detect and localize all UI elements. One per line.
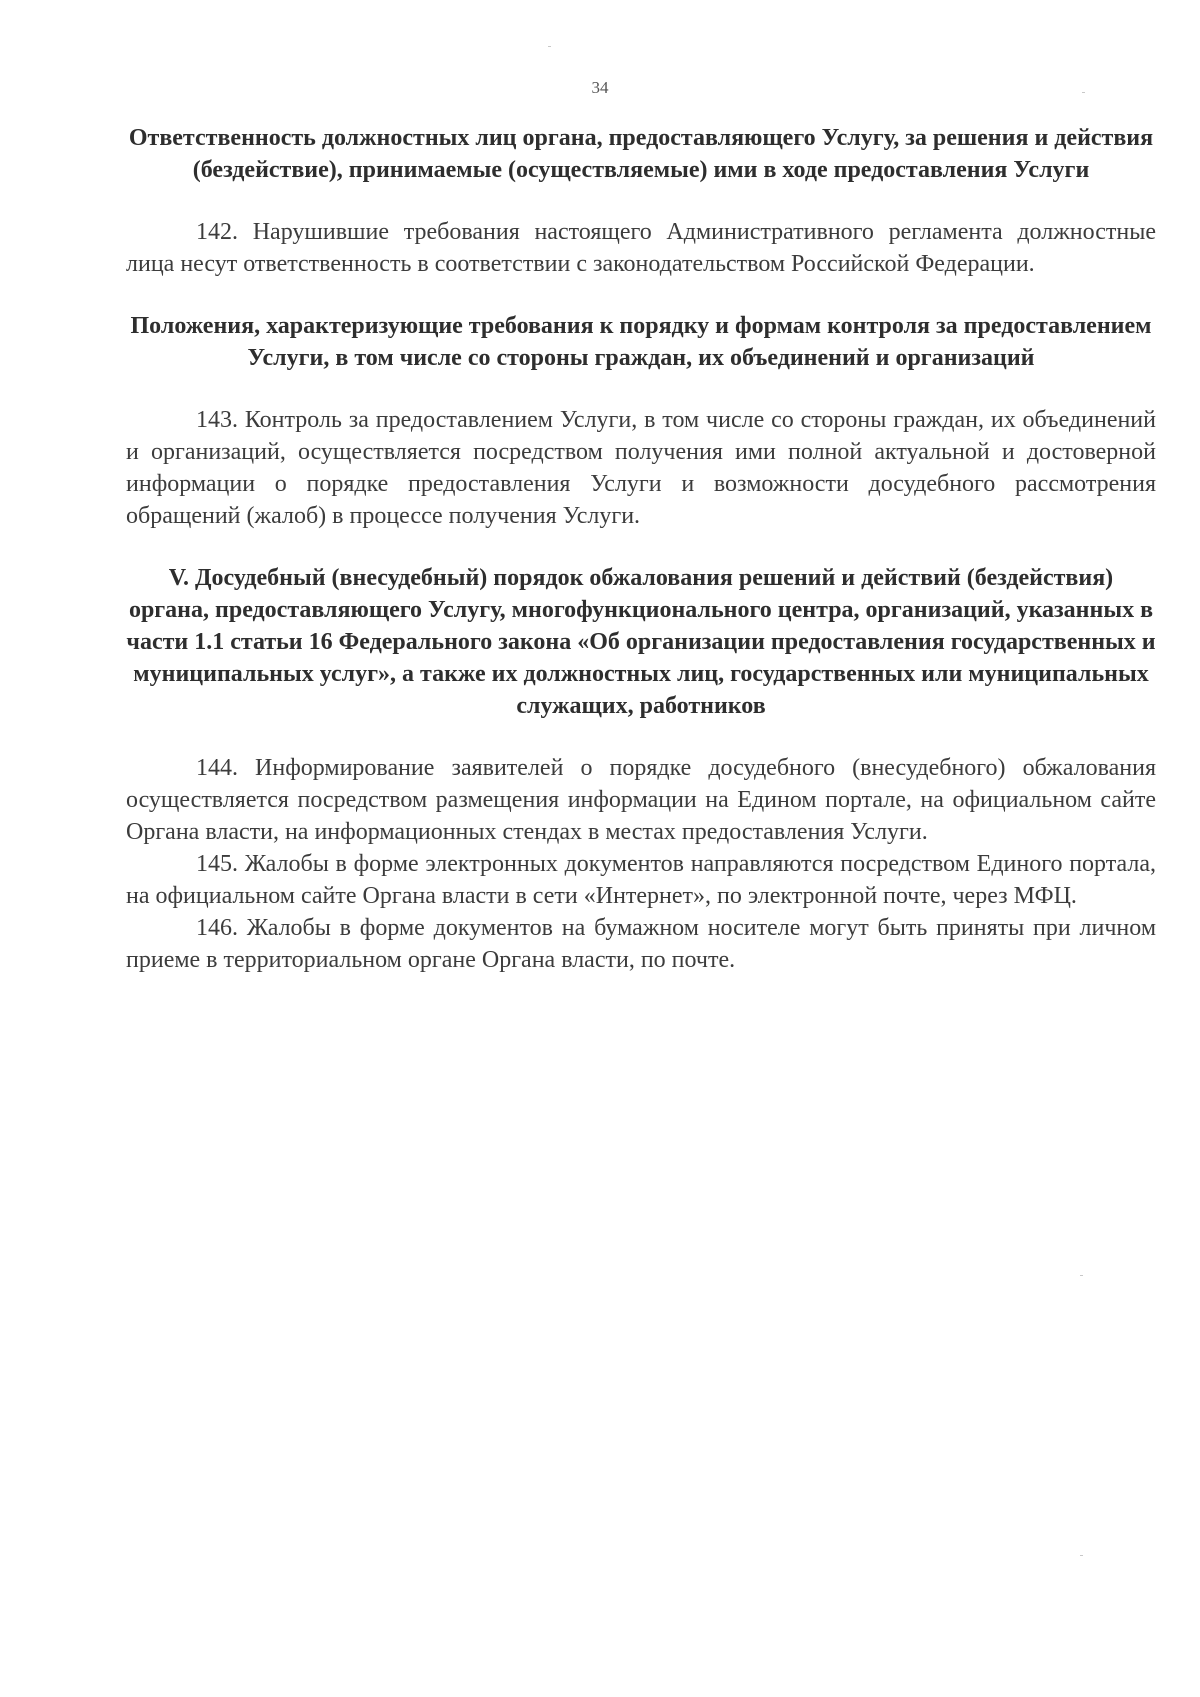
scan-speck <box>1080 1555 1083 1556</box>
section-heading-control: Положения, характеризующие требования к порядку и формам контроля за предоставлением Услуги, в том числе со стороны граждан, их объединений и организаций <box>130 313 1152 371</box>
paragraph-143: 143. Контроль за предоставлением Услуги, в том числе со стороны граждан, их объединений и организаций, осуществляется посредством получения ими полной актуальной и достоверной информации о порядке предоставления Услуги и возможности досудебного рассмотрения обращений (жалоб) в процессе получения Услуги. <box>126 407 1156 529</box>
paragraph-146: 146. Жалобы в форме документов на бумажном носителе могут быть приняты при личном приеме в территориальном органе Органа власти, по почте. <box>126 915 1156 973</box>
paragraph-144: 144. Информирование заявителей о порядке досудебного (внесудебного) обжалования осуществляется посредством размещения информации на Едином портале, на официальном сайте Органа власти, на информационных стендах в местах предоставления Услуги. <box>126 755 1156 845</box>
section-heading-responsibility: Ответственность должностных лиц органа, предоставляющего Услугу, за решения и действия (бездействие), принимаемые (осуществляемые) ими в ходе предоставления Услуги <box>128 125 1154 183</box>
scan-speck <box>548 46 551 47</box>
chapter-heading-v: V. Досудебный (внесудебный) порядок обжалования решений и действий (бездействия) органа, предоставляющего Услугу, многофункционального центра, организаций, указанных в части 1.1 статьи 16 Федерального закона «Об организации предоставления государственных и муниципальных услуг», а также их должностных лиц, государственных или муниципальных служащих, работников <box>126 565 1156 719</box>
scan-speck <box>1080 1275 1083 1276</box>
page-number: 34 <box>591 78 609 97</box>
paragraph-145: 145. Жалобы в форме электронных документов направляются посредством Единого портала, на официальном сайте Органа власти в сети «Интернет», по электронной почте, через МФЦ. <box>126 851 1156 909</box>
paragraph-142: 142. Нарушившие требования настоящего Административного регламента должностные лица несут ответственность в соответствии с законодательством Российской Федерации. <box>126 219 1156 277</box>
document-body <box>126 122 1156 976</box>
